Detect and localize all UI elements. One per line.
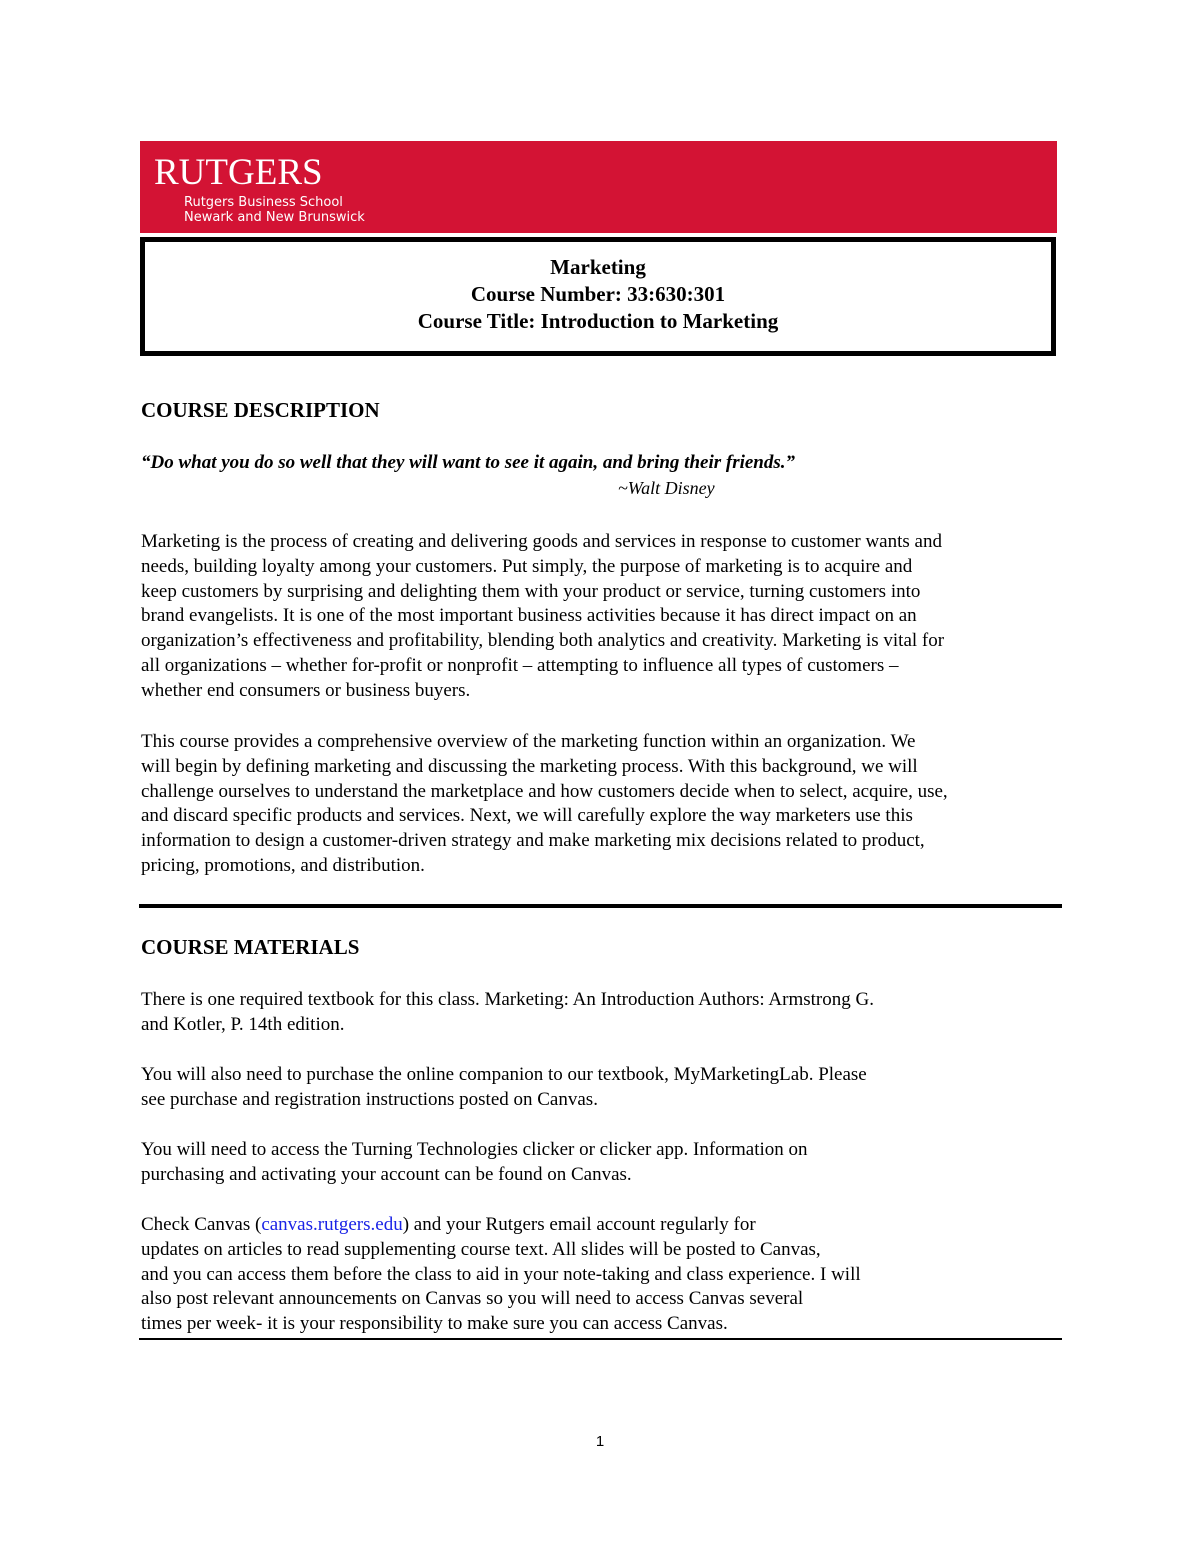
text-line: pricing, promotions, and distribution. [141, 854, 425, 876]
text-line: information to design a customer-driven strategy and make marketing mix decisions related to product, [141, 830, 925, 852]
section-divider [139, 904, 1062, 908]
course-materials-heading: COURSE MATERIALS [141, 935, 360, 959]
text-fragment: Check Canvas ( [141, 1214, 262, 1235]
text-line [141, 1213, 1071, 1238]
text-line: keep customers by surprising and delighting them with your product or service, turning customers into [141, 580, 921, 602]
text-line: times per week- it is your responsibility to make sure you can access Canvas. [141, 1313, 728, 1335]
rutgers-banner [140, 141, 1057, 233]
materials-paragraph-textbook [141, 988, 1071, 1038]
text-line: and you can access them before the class to aid in your note-taking and class experience. I will [141, 1263, 861, 1285]
section-divider [139, 1338, 1062, 1340]
text-fragment: ) and your Rutgers email account regularly for [402, 1214, 756, 1235]
materials-paragraph-clicker [141, 1138, 1071, 1188]
text-line: challenge ourselves to understand the marketplace and how customers decide when to select, acquire, use, [141, 780, 948, 802]
disney-quote: “Do what you do so well that they will want to see it again, and bring their friends.” [141, 452, 796, 473]
course-number: Course Number: 33:630:301 [470, 282, 726, 306]
description-paragraph-1 [141, 530, 1071, 704]
course-title-box [140, 237, 1056, 356]
text-line: This course provides a comprehensive overview of the marketing function within an organization. We [141, 731, 916, 752]
text-line: whether end consumers or business buyers. [141, 679, 471, 701]
logo-subtitle-school: Rutgers Business School [184, 195, 343, 210]
text-line: also post relevant announcements on Canvas so you will need to access Canvas several [141, 1288, 804, 1310]
text-line: and Kotler, P. 14th edition. [141, 1013, 345, 1035]
course-subject: Marketing [550, 255, 646, 279]
description-paragraph-2 [141, 730, 1071, 879]
materials-paragraph-canvas [141, 1213, 1071, 1337]
page-number: 1 [595, 1433, 605, 1450]
text-line: all organizations – whether for-profit or nonprofit – attempting to influence all types of customers – [141, 654, 899, 676]
text-line: purchasing and activating your account can be found on Canvas. [141, 1163, 632, 1185]
course-description-heading: COURSE DESCRIPTION [141, 398, 380, 422]
rutgers-logo: RUTGERS [154, 152, 323, 193]
materials-paragraph-mymarketinglab [141, 1063, 1071, 1113]
course-title: Course Title: Introduction to Marketing [417, 309, 779, 333]
text-line: brand evangelists. It is one of the most important business activities because it has direct impact on an [141, 605, 917, 627]
logo-subtitle-campus: Newark and New Brunswick [184, 210, 365, 225]
text-line: and discard specific products and services. Next, we will carefully explore the way marketers use this [141, 805, 913, 827]
quote-attribution: ~Walt Disney [618, 478, 715, 498]
canvas-link[interactable]: canvas.rutgers.edu [261, 1214, 403, 1235]
text-line: organization’s effectiveness and profitability, blending both analytics and creativity. Marketing is vital for [141, 630, 945, 652]
text-line: needs, building loyalty among your customers. Put simply, the purpose of marketing is to acquire and [141, 555, 913, 577]
text-line: updates on articles to read supplementing course text. All slides will be posted to Canvas, [141, 1238, 821, 1260]
text-line: Marketing is the process of creating and delivering goods and services in response to customer wants and [141, 531, 942, 552]
text-line: will begin by defining marketing and discussing the marketing process. With this background, we will [141, 755, 918, 777]
text-line: You will need to access the Turning Technologies clicker or clicker app. Information on [141, 1139, 808, 1160]
text-line: see purchase and registration instructions posted on Canvas. [141, 1088, 598, 1110]
text-line: You will also need to purchase the online companion to our textbook, MyMarketingLab. Please [141, 1064, 867, 1085]
text-line: There is one required textbook for this class. Marketing: An Introduction Authors: Armstrong G. [141, 989, 874, 1010]
